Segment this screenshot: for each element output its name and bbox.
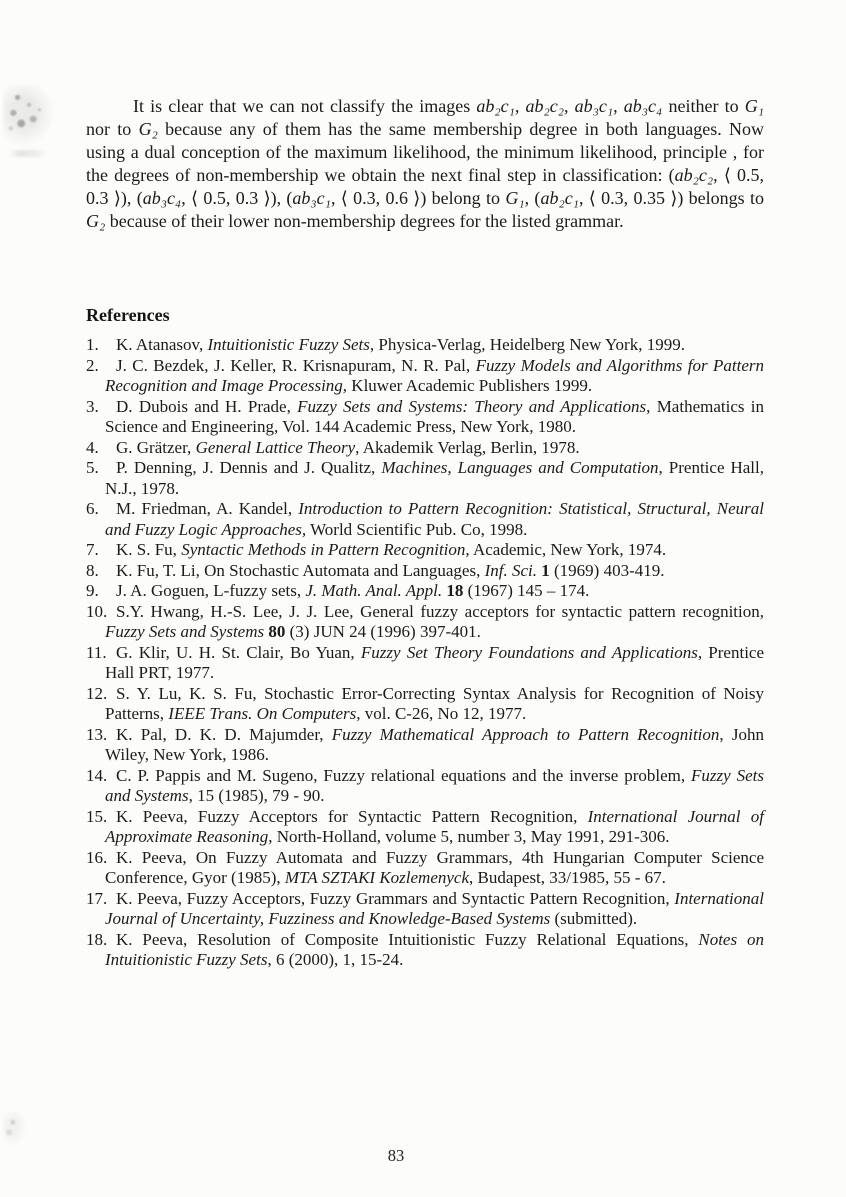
text-segment: ab₂c₁, ab₂c₂, ab₃c₁, ab₃c₄ <box>476 96 663 116</box>
text-segment: G₂ <box>138 119 158 139</box>
reference-text <box>105 397 764 437</box>
text-segment: ab₃c₄ <box>142 188 182 208</box>
page-content <box>86 95 764 971</box>
reference-item <box>86 335 764 356</box>
text-segment: P. Denning, J. Dennis and J. Qualitz, <box>116 458 382 477</box>
reference-number: 1. <box>86 335 99 354</box>
text-segment: , 15 (1985), 79 - 90. <box>188 786 325 805</box>
text-segment: K. Peeva, Resolution of Composite Intuitionistic Fuzzy Relational Equations, <box>116 929 699 949</box>
text-segment: ab₂c₁ <box>540 188 579 208</box>
text-segment: J. A. Goguen, L-fuzzy sets, <box>116 581 306 600</box>
text-segment: MTA SZTAKI Kozlemenyck <box>284 868 470 887</box>
body-paragraph <box>86 95 764 233</box>
text-segment: M. Friedman, A. Kandel, <box>116 499 299 518</box>
text-segment: International Journal of Uncertainty, Fuzziness and Knowledge-Based Systems <box>105 888 764 928</box>
reference-number: 7. <box>86 540 99 559</box>
text-segment: (submitted). <box>550 909 638 928</box>
reference-number: 14. <box>86 765 108 785</box>
reference-number: 16. <box>86 847 108 867</box>
reference-number: 8. <box>86 560 99 580</box>
text-segment: ab₃c₁ <box>292 188 331 208</box>
text-segment: , Prentice Hall, N.J., 1978. <box>105 458 765 498</box>
reference-number: 5. <box>86 458 99 477</box>
reference-text <box>105 848 764 888</box>
reference-item <box>86 458 764 499</box>
reference-item <box>86 397 764 438</box>
text-segment: G. Klir, U. H. St. Clair, Bo Yuan, <box>116 642 361 662</box>
text-segment: because of their lower non-membership degrees for the listed grammar. <box>105 211 624 231</box>
reference-item <box>86 643 764 684</box>
text-segment: neither to <box>662 96 745 116</box>
text-segment: Fuzzy Mathematical Approach to Pattern Recognition <box>331 724 720 744</box>
text-segment: World Scientific Pub. Co, 1998. <box>306 519 528 539</box>
reference-item <box>86 356 764 397</box>
text-segment: (3) JUN 24 (1996) 397-401. <box>285 622 481 641</box>
reference-item <box>86 848 764 889</box>
text-segment: K. Peeva, On Fuzzy Automata and Fuzzy Grammars, 4th Hungarian Computer Science Conference, Gyor (1985), <box>105 847 764 887</box>
text-segment: K. Atanasov, <box>116 335 208 354</box>
reference-text <box>105 807 764 847</box>
text-segment: (1969) 403-419. <box>549 560 665 580</box>
reference-item <box>86 684 764 725</box>
reference-item <box>86 725 764 766</box>
reference-number: 15. <box>86 806 108 826</box>
reference-item <box>86 807 764 848</box>
reference-text <box>105 643 764 683</box>
references-list <box>86 335 764 971</box>
text-segment: It is clear that we can not classify the images <box>133 96 477 116</box>
reference-text <box>105 766 764 806</box>
text-segment: S. Y. Lu, K. S. Fu, Stochastic Error-Correcting Syntax Analysis for Recognition of Noisy Patterns, <box>105 683 764 723</box>
reference-text <box>105 356 764 396</box>
reference-number: 4. <box>86 437 99 457</box>
text-segment: ab₂c₂ <box>674 165 714 185</box>
text-segment: , 6 (2000), 1, 15-24. <box>267 950 404 969</box>
text-segment: Fuzzy Models and Algorithms for Pattern Recognition and Image Processing, <box>105 355 764 395</box>
text-segment: International Journal of Approximate Reasoning <box>105 806 764 846</box>
scan-streak-top-left <box>9 150 47 157</box>
text-segment: S.Y. Hwang, H.-S. Lee, J. J. Lee, General fuzzy acceptors for syntactic pattern recognition, <box>116 601 764 621</box>
references-heading: References <box>86 305 170 325</box>
text-segment: J. C. Bezdek, J. Keller, R. Krisnapuram, N. R. Pal, <box>116 355 476 375</box>
text-segment: K. Peeva, Fuzzy Acceptors, Fuzzy Grammars and Syntactic Pattern Recognition, <box>116 888 675 908</box>
text-segment: 80 <box>268 622 286 641</box>
text-segment: Fuzzy Sets and Systems <box>105 622 265 641</box>
reference-item <box>86 602 764 643</box>
scan-smudge-bottom-left <box>2 1112 26 1146</box>
reference-item <box>86 438 764 459</box>
text-segment: General Lattice Theory <box>195 437 356 457</box>
text-segment: , John Wiley, New York, 1986. <box>105 724 764 764</box>
text-segment: because any of them has the same membership degree in both languages. Now using a dual conception of the maximum likelihood, the minimum likelihood, principle , for the degrees of non-membership we obtain the next final step in classification: ( <box>86 119 764 185</box>
text-segment: G₁ <box>505 188 525 208</box>
text-segment: , vol. C-26, No 12, 1977. <box>356 704 527 723</box>
text-segment: Fuzzy Sets and Systems <box>105 765 764 805</box>
text-segment: Intuitionistic Fuzzy Sets <box>207 335 370 354</box>
reference-number: 17. <box>86 888 108 908</box>
reference-item <box>86 889 764 930</box>
text-segment: Notes on Intuitionistic Fuzzy Sets <box>105 929 764 969</box>
reference-item <box>86 499 764 540</box>
text-segment: G. Grätzer, <box>116 437 196 457</box>
reference-text <box>105 684 764 724</box>
reference-number: 6. <box>86 499 99 518</box>
text-segment: , ⟨ 0.5, 0.3 ⟩), ( <box>181 188 293 208</box>
text-segment: Fuzzy Sets and Systems: Theory and Applications <box>297 396 647 416</box>
text-segment: G₁ <box>744 96 764 116</box>
text-segment: , Prentice Hall PRT, 1977. <box>105 642 765 682</box>
text-segment: K. Fu, T. Li, On Stochastic Automata and Languages, <box>116 560 485 580</box>
text-segment: , Mathematics in Science and Engineering, Vol. 144 Academic Press, New York, 1980. <box>105 396 765 436</box>
text-segment: 1 <box>541 560 550 580</box>
text-segment: Introduction to Pattern Recognition: Statistical, Structural, Neural and Fuzzy Logic Approaches, <box>105 499 764 539</box>
text-segment: , Akademik Verlag, Berlin, 1978. <box>355 437 580 457</box>
reference-number: 13. <box>86 724 108 744</box>
text-segment: , ( <box>524 188 541 208</box>
text-segment: K. Peeva, Fuzzy Acceptors for Syntactic Pattern Recognition, <box>116 806 588 826</box>
text-segment: IEEE Trans. On Computers <box>168 704 357 723</box>
text-segment: Fuzzy Set Theory Foundations and Applications <box>360 642 698 662</box>
reference-number: 3. <box>86 396 99 416</box>
reference-item <box>86 540 764 561</box>
reference-text <box>105 930 764 970</box>
text-segment: , ⟨ 0.3, 0.6 ⟩) belong to <box>330 188 506 208</box>
page-number: 83 <box>387 1146 405 1165</box>
text-segment: K. Pal, D. K. D. Majumder, <box>116 724 332 744</box>
text-segment: 18 <box>446 581 464 600</box>
text-segment: , North-Holland, volume 5, number 3, May 1991, 291-306. <box>268 827 670 846</box>
text-segment: , Academic, New York, 1974. <box>465 540 667 559</box>
reference-text <box>116 581 589 600</box>
reference-item <box>86 766 764 807</box>
reference-number: 2. <box>86 355 99 375</box>
text-segment: (1967) 145 – 174. <box>463 581 590 600</box>
text-segment: Kluwer Academic Publishers 1999. <box>347 376 593 395</box>
reference-number: 18. <box>86 929 108 949</box>
reference-text <box>116 335 685 354</box>
text-segment: nor to <box>86 119 139 139</box>
text-segment: , ⟨ 0.5, 0.3 ⟩), ( <box>86 165 764 208</box>
reference-item <box>86 930 764 971</box>
reference-item <box>86 581 764 602</box>
reference-number: 12. <box>86 683 108 703</box>
text-segment: Machines, Languages and Computation <box>381 458 659 477</box>
reference-text <box>105 499 764 539</box>
reference-number: 10. <box>86 601 108 621</box>
text-segment: , ⟨ 0.3, 0.35 ⟩) belongs to <box>578 188 765 208</box>
text-segment: C. P. Pappis and M. Sugeno, Fuzzy relational equations and the inverse problem, <box>116 765 692 785</box>
reference-text <box>116 540 666 559</box>
text-segment: D. Dubois and H. Prade, <box>116 396 298 416</box>
text-segment: J. Math. Anal. Appl. <box>305 581 443 600</box>
reference-item <box>86 561 764 582</box>
text-segment: G₂ <box>86 211 106 231</box>
text-segment: Inf. Sci. <box>484 560 537 580</box>
text-segment: , Physica-Verlag, Heidelberg New York, 1999. <box>369 335 685 354</box>
reference-text <box>116 561 664 580</box>
reference-text <box>105 602 764 642</box>
reference-number: 11. <box>86 642 107 662</box>
scan-smudge-top-left <box>3 85 55 147</box>
reference-text <box>105 889 764 929</box>
reference-text <box>105 725 764 765</box>
text-segment: K. S. Fu, <box>116 540 182 559</box>
reference-text <box>105 458 764 498</box>
text-segment: Syntactic Methods in Pattern Recognition <box>181 540 466 559</box>
reference-text <box>116 438 580 457</box>
reference-number: 9. <box>86 581 99 600</box>
text-segment: , Budapest, 33/1985, 55 - 67. <box>469 868 666 887</box>
